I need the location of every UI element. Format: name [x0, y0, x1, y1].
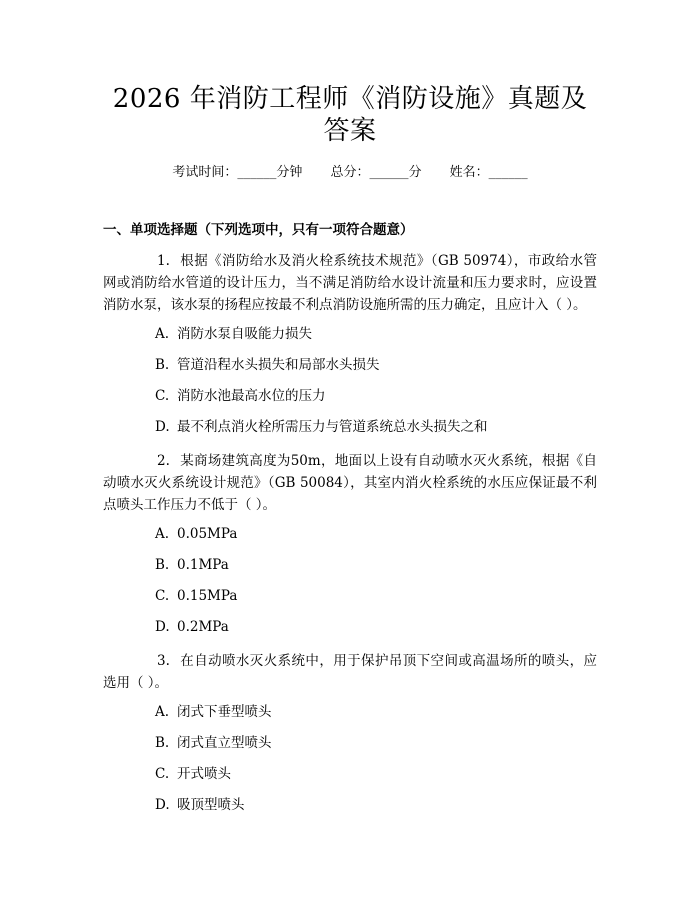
- question-number: 1.: [157, 253, 170, 269]
- option-b: [155, 733, 597, 764]
- question-text: 根据《消防给水及消火栓系统技术规范》（GB 50974），市政给水管网或消防给水管道的设计压力，当不满足消防给水设计流量和压力要求时，应设置消防水泵，该水泵的扬程应按最不利点消防设施所需的压力确定，且应计入（ ）。: [103, 253, 597, 313]
- option-b: [155, 555, 597, 586]
- option-text: 消防水池最高水位的压力: [177, 388, 326, 404]
- option-letter: D.: [155, 797, 170, 813]
- option-d: [155, 617, 597, 648]
- exam-meta: [103, 163, 597, 183]
- option-text: 闭式直立型喷头: [177, 735, 272, 751]
- option-text: 吸顶型喷头: [177, 797, 245, 813]
- option-letter: D.: [155, 619, 170, 635]
- exam-time: 考试时间：______分钟: [172, 165, 303, 180]
- option-letter: A.: [155, 526, 170, 542]
- question-2: [103, 450, 597, 516]
- question-1-options: [155, 324, 597, 448]
- option-a: [155, 702, 597, 733]
- option-text: 0.2MPa: [177, 619, 229, 635]
- option-letter: A.: [155, 326, 170, 342]
- option-c: [155, 764, 597, 795]
- option-letter: B.: [155, 735, 170, 751]
- question-3: [103, 650, 597, 694]
- option-d: [155, 417, 597, 448]
- exam-name: 姓名：______: [449, 165, 528, 180]
- option-b: [155, 355, 597, 386]
- option-text: 最不利点消火栓所需压力与管道系统总水头损失之和: [177, 419, 488, 435]
- question-number: 3.: [157, 653, 170, 669]
- option-d: [155, 795, 597, 826]
- question-3-options: [155, 702, 597, 826]
- option-text: 闭式下垂型喷头: [177, 704, 272, 720]
- option-text: 0.05MPa: [177, 526, 238, 542]
- option-text: 0.1MPa: [177, 557, 229, 573]
- option-c: [155, 586, 597, 617]
- option-text: 开式喷头: [177, 766, 231, 782]
- option-letter: B.: [155, 557, 170, 573]
- option-letter: A.: [155, 704, 170, 720]
- exam-total-score: 总分：______分: [330, 165, 422, 180]
- option-letter: C.: [155, 766, 170, 782]
- question-text: 某商场建筑高度为50m，地面以上设有自动喷水灭火系统，根据《自动喷水灭火系统设计规范》（GB 50084），其室内消火栓系统的水压应保证最不利点喷头工作压力不低于（ ）。: [103, 453, 597, 513]
- question-2-options: [155, 524, 597, 648]
- page-title: 2026 年消防工程师《消防设施》真题及答案: [112, 84, 588, 146]
- option-a: [155, 524, 597, 555]
- question-text: 在自动喷水灭火系统中，用于保护吊顶下空间或高温场所的喷头，应选用（ ）。: [103, 653, 597, 691]
- question-1: [103, 250, 597, 316]
- option-letter: C.: [155, 388, 170, 404]
- option-text: 管道沿程水头损失和局部水头损失: [177, 357, 380, 373]
- option-letter: C.: [155, 588, 170, 604]
- option-letter: D.: [155, 419, 170, 435]
- section-heading: 一、单项选择题（下列选项中，只有一项符合题意）: [103, 222, 414, 238]
- option-text: 消防水泵自吸能力损失: [177, 326, 312, 342]
- option-a: [155, 324, 597, 355]
- option-letter: B.: [155, 357, 170, 373]
- option-text: 0.15MPa: [177, 588, 238, 604]
- question-number: 2.: [157, 453, 170, 469]
- option-c: [155, 386, 597, 417]
